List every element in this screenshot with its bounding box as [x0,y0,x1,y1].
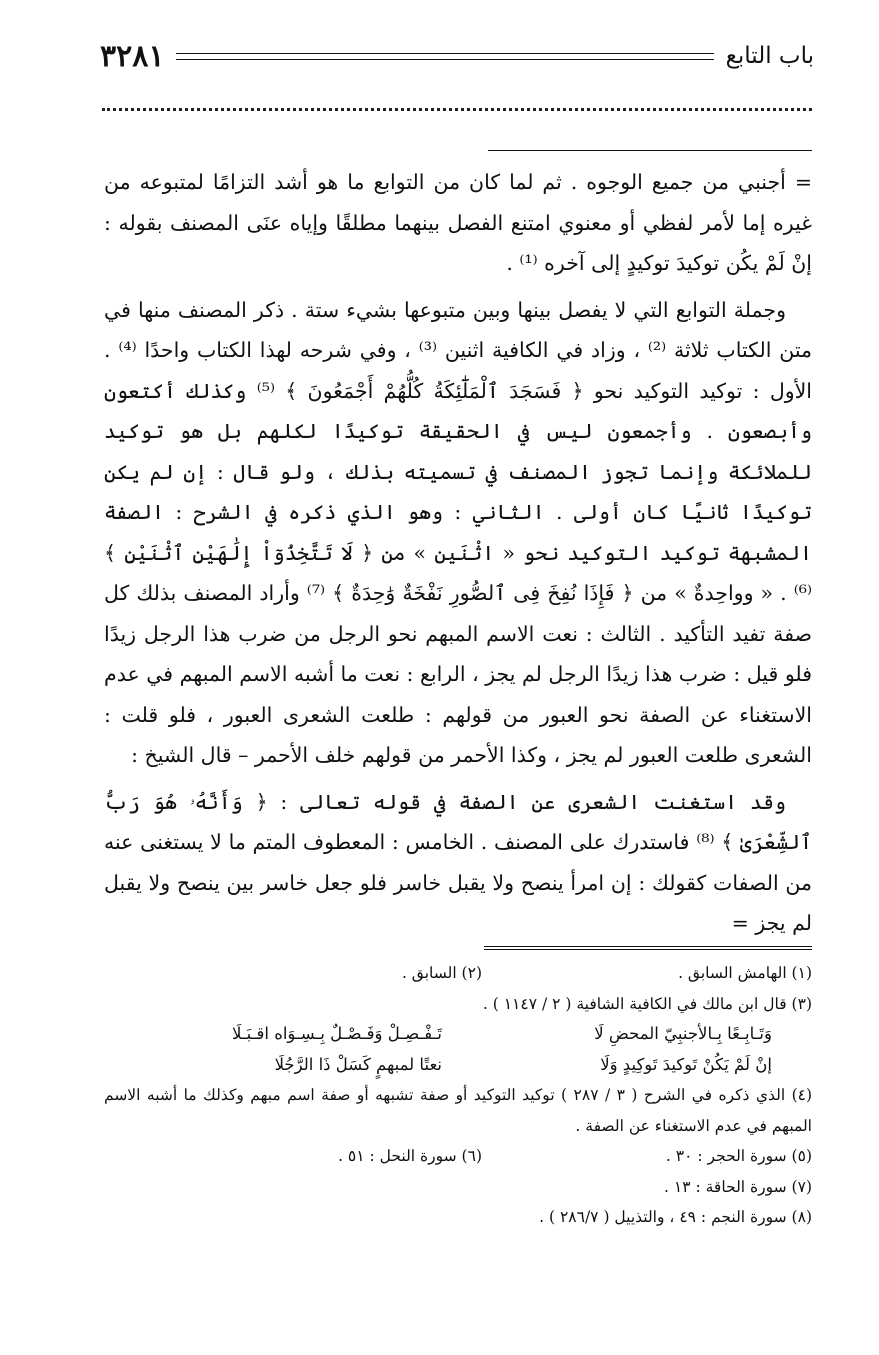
footnote-7: (٧) سورة الحاقة : ١٣ . [664,1177,812,1196]
footnote-6: (٦) سورة النحل : ٥١ . [338,1147,482,1165]
paragraph-3: وقد استغنت الشعرى عن الصفة في قوله تعالى : ﴿ وَأَنَّهُۥ هُوَ رَبُّ ٱلشِّعْرَىٰ ﴾ ⁽⁸⁾ فاستدرك على المصنف . الخامس : المعطوف المتم ما لا يستغنى عنه من الصفات كقولك : إن امرأ ينصح ولا يقبل خاسر فلو جعل خاسر بين ينصح ولا يقبل لم يجز = [104,789,812,935]
footnote-1: (١) الهامش السابق . [678,964,812,982]
verse-1-first-hemistich: وَتَـابِـعًا بِـالأجنبِيّ المحضِ لَا [594,1024,772,1043]
paragraph-1: = أجنبي من جميع الوجوه . ثم لما كان من التوابع ما هو أشد التزامًا لمتبوعه من غيره إما لأمر لفظي أو معنوي امتنع الفصل بينهما مطلقًا وإياه عنَى المصنف بقوله : إنْ لَمْ يكُن توكيدَ توكيدٍ إلى آخره ⁽¹⁾ . [104,170,812,275]
footnotes [104,958,812,1233]
footnote-8: (٨) سورة النجم : ٤٩ ، والتذييل ( ٢٨٦/٧ ) . [539,1208,812,1226]
footnote-2: (٢) السابق . [401,964,482,982]
verse-line-2 [104,1050,812,1081]
main-text [104,162,812,950]
verse-2-first-hemistich: إنْ لَمْ يَكُنْ تَوكيدَ تَوكِيدٍ وَلَا [600,1054,772,1074]
verse-2-second-hemistich: نعتًا لمبهمٍ كَسَلْ ذَا الرَّجُلَا [274,1054,442,1074]
page-number: ٣٢٨١ [100,38,165,74]
footnote-3: (٣) قال ابن مالك في الكافية الشافية ( ٢ / ١١٤٧ ) . [482,994,812,1013]
paragraph-2: وجملة التوابع التي لا يفصل بينها وبين متبوعها بشيء ستة . ذكر المصنف منها في متن الكتاب ثلاثة ⁽²⁾ ، وزاد في الكافية اثنين ⁽³⁾ ، وفي شرحه لهذا الكتاب واحدًا ⁽⁴⁾ . الأول : توكيد التوكيد نحو ﴿ فَسَجَدَ ٱلْمَلَٰٓئِكَةُ كُلُّهُمْ أَجْمَعُونَ ﴾ ⁽⁵⁾ وكذلك أكتعون وأبصعون . وأجمعون ليس في الحقيقة توكيدًا لكلهم بل هو توكيد للملائكة وإنما تجوز المصنف في تسميته بذلك ، ولو قال : إن لم يكن توكيدًا ثانيًا كان أولى . الثاني : وهو الذي ذكره في الشرح : الصفة المشبهة توكيد التوكيد نحو « اثْنَين » من ﴿ لَا تَتَّخِذُوٓاْ إِلَٰهَيْنِ ٱثْنَيْنِ ﴾ ⁽⁶⁾ . « وواحِدةٌ » من ﴿ فَإِذَا نُفِخَ فِى ٱلصُّورِ نَفْخَةٌ وَٰحِدَةٌ ﴾ ⁽⁷⁾ وأراد المصنف بذلك كل صفة تفيد التأكيد . الثالث : نعت الاسم المبهم نحو الرجل من ضرب هذا الرجل زيدًا فلو قيل : ضرب هذا زيدًا الرجل لم يجز ، الرابع : نعت ما أشبه الاسم المبهم في عدم الاستغناء عن الصفة نحو العبور من قولهم : طلعت الشعرى العبور ، فلو قلت : الشعرى طلعت العبور لم يجز ، وكذا الأحمر من قولهم خلف الأحمر – قال الشيخ : [104,297,813,767]
header-double-rule [176,53,713,60]
footnote-row-5 [104,1141,812,1172]
footnote-4: (٤) الذي ذكره في الشرح ( ٣ / ٢٨٧ ) توكيد التوكيد أو صفة تشبهه أو صفة اسم مبهم وكذلك ما أشبه الاسم المبهم في عدم الاستغناء عن الصفة . [104,1086,813,1135]
footnote-rule [484,946,812,950]
verse-1-second-hemistich: تَـفْـصِـلْ وَفَـصْـلٌ بِـسِـوَاه اقـبَـلَا [231,1024,442,1043]
verse-line-1 [104,1019,812,1050]
footnote-row-1 [104,958,812,989]
dotted-separator [102,108,812,111]
section-rule [488,150,812,151]
chapter-title: باب التابع [725,43,814,69]
footnote-5: (٥) سورة الحجر : ٣٠ . [665,1147,812,1165]
running-header [100,36,814,76]
